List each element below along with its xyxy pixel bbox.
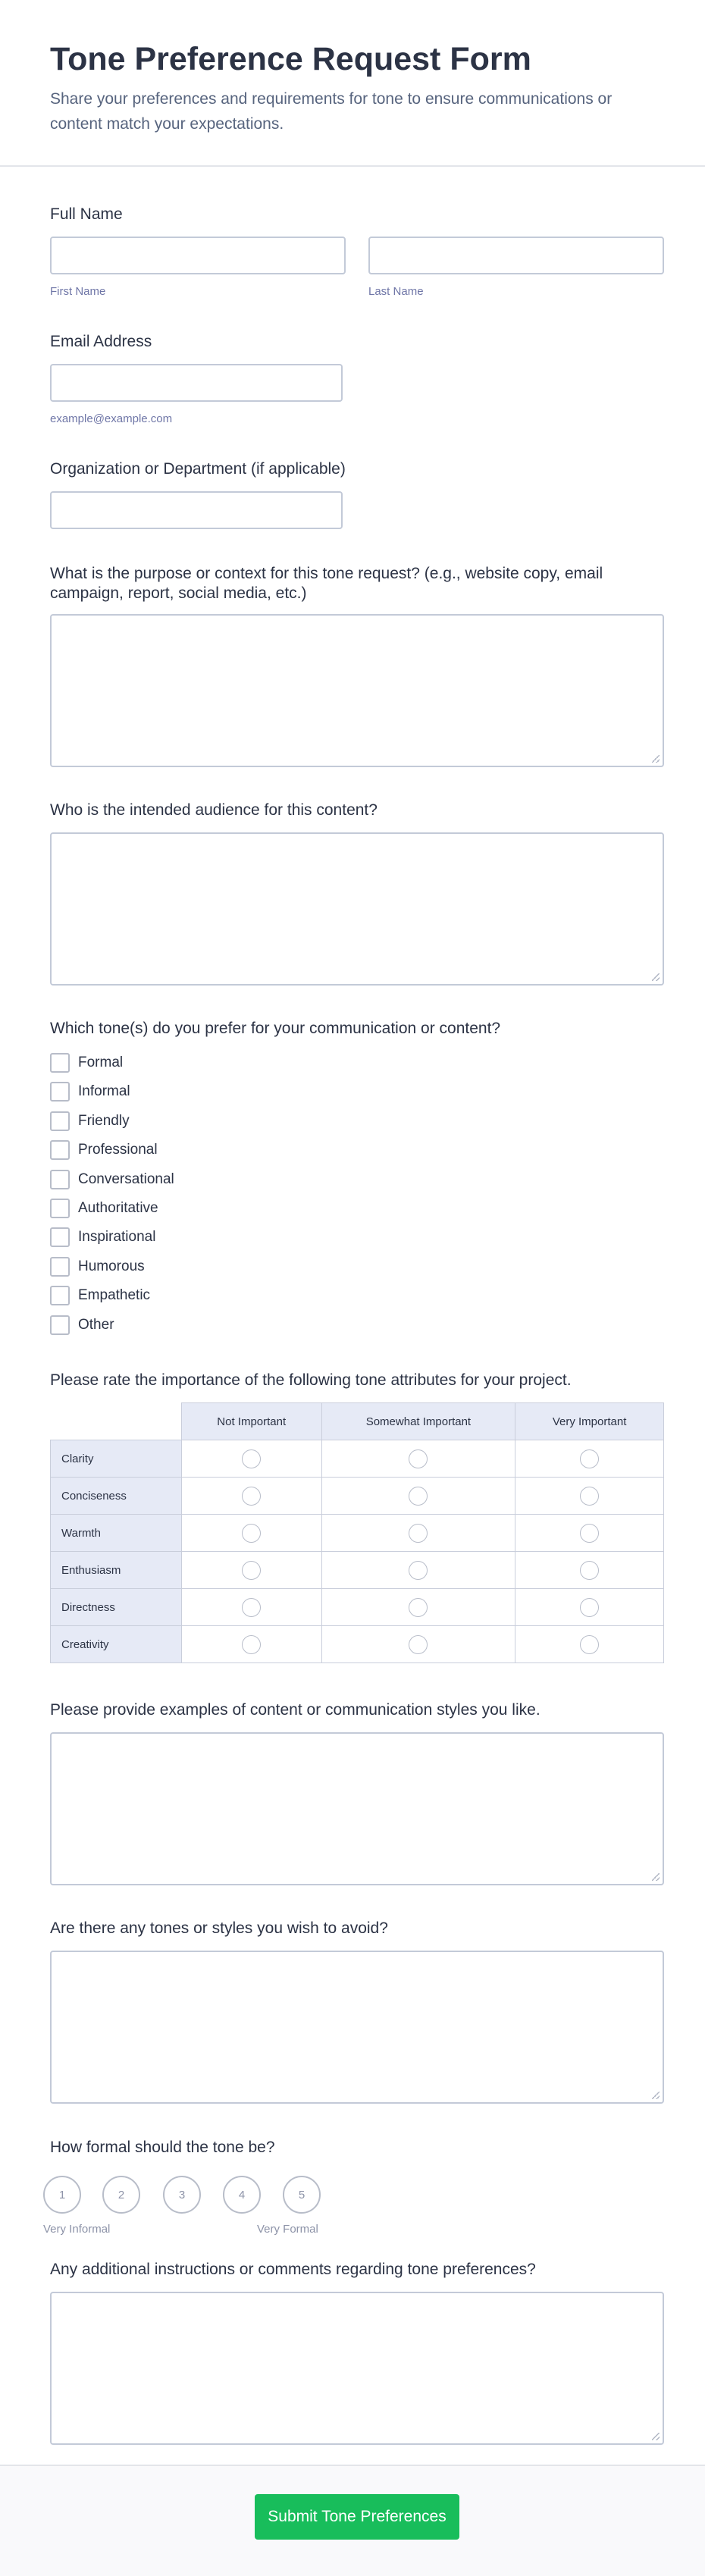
radio-button[interactable]	[409, 1487, 428, 1506]
matrix-row-enthusiasm	[51, 1552, 664, 1589]
matrix-row-label: Creativity	[51, 1626, 182, 1663]
tone-option-professional[interactable]	[50, 1139, 158, 1161]
scale-option-3[interactable]: 3	[163, 2176, 201, 2214]
avoid-field	[50, 1919, 664, 2108]
tone-option-authoritative[interactable]	[50, 1197, 158, 1220]
matrix-row-clarity	[51, 1440, 664, 1478]
checkbox[interactable]	[50, 1286, 70, 1305]
checkbox[interactable]	[50, 1170, 70, 1189]
radio-button[interactable]	[242, 1635, 261, 1654]
radio-button[interactable]	[580, 1598, 599, 1617]
matrix-column-header: Very Important	[515, 1403, 664, 1440]
form-description: Share your preferences and requirements for tone to ensure communications or content match your expectations.	[50, 90, 613, 133]
examples-label: Please provide examples of content or communication styles you like.	[50, 1701, 540, 1719]
radio-button[interactable]	[580, 1487, 599, 1506]
scale-min-label: Very Informal	[43, 2223, 111, 2236]
audience-field	[50, 801, 664, 990]
matrix-label: Please rate the importance of the following tone attributes for your project.	[50, 1371, 572, 1389]
tones-label: Which tone(s) do you prefer for your communication or content?	[50, 1020, 501, 1037]
full-name-label: Full Name	[50, 205, 123, 223]
matrix-row-creativity	[51, 1626, 664, 1663]
avoid-label: Are there any tones or styles you wish to avoid?	[50, 1919, 388, 1937]
additional-field	[50, 2260, 664, 2449]
email-input[interactable]	[50, 364, 343, 402]
matrix-row-label: Enthusiasm	[51, 1552, 182, 1589]
resize-handle-icon[interactable]	[652, 973, 660, 981]
matrix-column-header: Somewhat Important	[321, 1403, 515, 1440]
matrix-row-conciseness	[51, 1478, 664, 1515]
tones-field	[50, 1019, 664, 1337]
checkbox[interactable]	[50, 1315, 70, 1335]
formality-label: How formal should the tone be?	[50, 2139, 275, 2156]
tone-option-label: Other	[78, 1317, 114, 1333]
matrix-field	[50, 1371, 664, 1666]
tone-option-label: Empathetic	[78, 1287, 151, 1303]
organization-label: Organization or Department (if applicable)	[50, 460, 346, 478]
matrix-row-label: Directness	[51, 1589, 182, 1626]
checkbox[interactable]	[50, 1111, 70, 1131]
radio-button[interactable]	[242, 1524, 261, 1543]
first-name-input[interactable]	[50, 237, 346, 274]
checkbox[interactable]	[50, 1199, 70, 1218]
form-header	[0, 0, 705, 167]
radio-button[interactable]	[409, 1598, 428, 1617]
tone-option-informal[interactable]	[50, 1080, 130, 1103]
radio-button[interactable]	[242, 1487, 261, 1506]
tone-option-formal[interactable]	[50, 1051, 123, 1074]
tone-option-other[interactable]	[50, 1314, 114, 1337]
scale-option-5[interactable]: 5	[283, 2176, 321, 2214]
tone-option-label: Informal	[78, 1083, 130, 1099]
radio-button[interactable]	[242, 1598, 261, 1617]
email-label: Email Address	[50, 333, 152, 350]
full-name-field	[50, 205, 664, 303]
scale-option-4[interactable]: 4	[223, 2176, 261, 2214]
matrix-row-directness	[51, 1589, 664, 1626]
radio-button[interactable]	[580, 1524, 599, 1543]
purpose-field	[50, 564, 664, 769]
radio-button[interactable]	[409, 1524, 428, 1543]
resize-handle-icon[interactable]	[652, 2433, 660, 2440]
audience-label: Who is the intended audience for this content?	[50, 801, 378, 819]
audience-textarea[interactable]	[50, 832, 664, 986]
tone-option-label: Friendly	[78, 1113, 130, 1129]
resize-handle-icon[interactable]	[652, 1873, 660, 1881]
additional-label: Any additional instructions or comments regarding tone preferences?	[50, 2261, 536, 2278]
scale-option-2[interactable]: 2	[102, 2176, 140, 2214]
tone-option-label: Authoritative	[78, 1200, 158, 1216]
radio-button[interactable]	[409, 1449, 428, 1468]
avoid-textarea[interactable]	[50, 1951, 664, 2104]
checkbox[interactable]	[50, 1053, 70, 1073]
purpose-textarea[interactable]	[50, 614, 664, 767]
tone-option-inspirational[interactable]	[50, 1226, 155, 1249]
resize-handle-icon[interactable]	[652, 755, 660, 763]
email-field	[50, 332, 664, 431]
formality-field	[43, 2138, 664, 2244]
importance-matrix	[50, 1402, 664, 1663]
form-footer	[0, 2465, 705, 2576]
tone-option-empathetic[interactable]	[50, 1284, 150, 1307]
radio-button[interactable]	[580, 1561, 599, 1580]
tone-option-label: Formal	[78, 1055, 124, 1070]
form-title: Tone Preference Request Form	[50, 41, 531, 77]
checkbox[interactable]	[50, 1140, 70, 1160]
tone-option-friendly[interactable]	[50, 1110, 130, 1133]
submit-button[interactable]: Submit Tone Preferences	[255, 2494, 459, 2540]
organization-field	[50, 459, 664, 535]
tone-option-label: Professional	[78, 1142, 158, 1158]
radio-button[interactable]	[580, 1635, 599, 1654]
last-name-input[interactable]	[368, 237, 664, 274]
matrix-row-label: Warmth	[51, 1515, 182, 1552]
additional-textarea[interactable]	[50, 2292, 664, 2445]
radio-button[interactable]	[409, 1561, 428, 1580]
tone-option-label: Humorous	[78, 1258, 145, 1274]
checkbox[interactable]	[50, 1082, 70, 1102]
tone-option-label: Inspirational	[78, 1229, 156, 1245]
tone-option-humorous[interactable]	[50, 1255, 145, 1278]
first-name-sublabel: First Name	[50, 285, 106, 298]
radio-button[interactable]	[580, 1449, 599, 1468]
resize-handle-icon[interactable]	[652, 2092, 660, 2099]
scale-option-1[interactable]: 1	[43, 2176, 81, 2214]
checkbox[interactable]	[50, 1257, 70, 1277]
purpose-label: What is the purpose or context for this tone request? (e.g., website copy, email campaign, report, social media, etc.)	[50, 565, 603, 602]
last-name-sublabel: Last Name	[368, 285, 424, 298]
scale-max-label: Very Formal	[257, 2223, 318, 2236]
matrix-row-warmth	[51, 1515, 664, 1552]
organization-input[interactable]	[50, 491, 343, 529]
examples-field	[50, 1700, 664, 1890]
radio-button[interactable]	[242, 1449, 261, 1468]
matrix-row-label: Conciseness	[51, 1478, 182, 1515]
examples-textarea[interactable]	[50, 1732, 664, 1885]
radio-button[interactable]	[409, 1635, 428, 1654]
radio-button[interactable]	[242, 1561, 261, 1580]
matrix-corner	[51, 1403, 182, 1440]
matrix-row-label: Clarity	[51, 1440, 182, 1478]
checkbox[interactable]	[50, 1227, 70, 1247]
matrix-column-header: Not Important	[181, 1403, 321, 1440]
email-sublabel: example@example.com	[50, 412, 173, 425]
tone-option-conversational[interactable]	[50, 1168, 174, 1191]
tone-option-label: Conversational	[78, 1171, 174, 1187]
